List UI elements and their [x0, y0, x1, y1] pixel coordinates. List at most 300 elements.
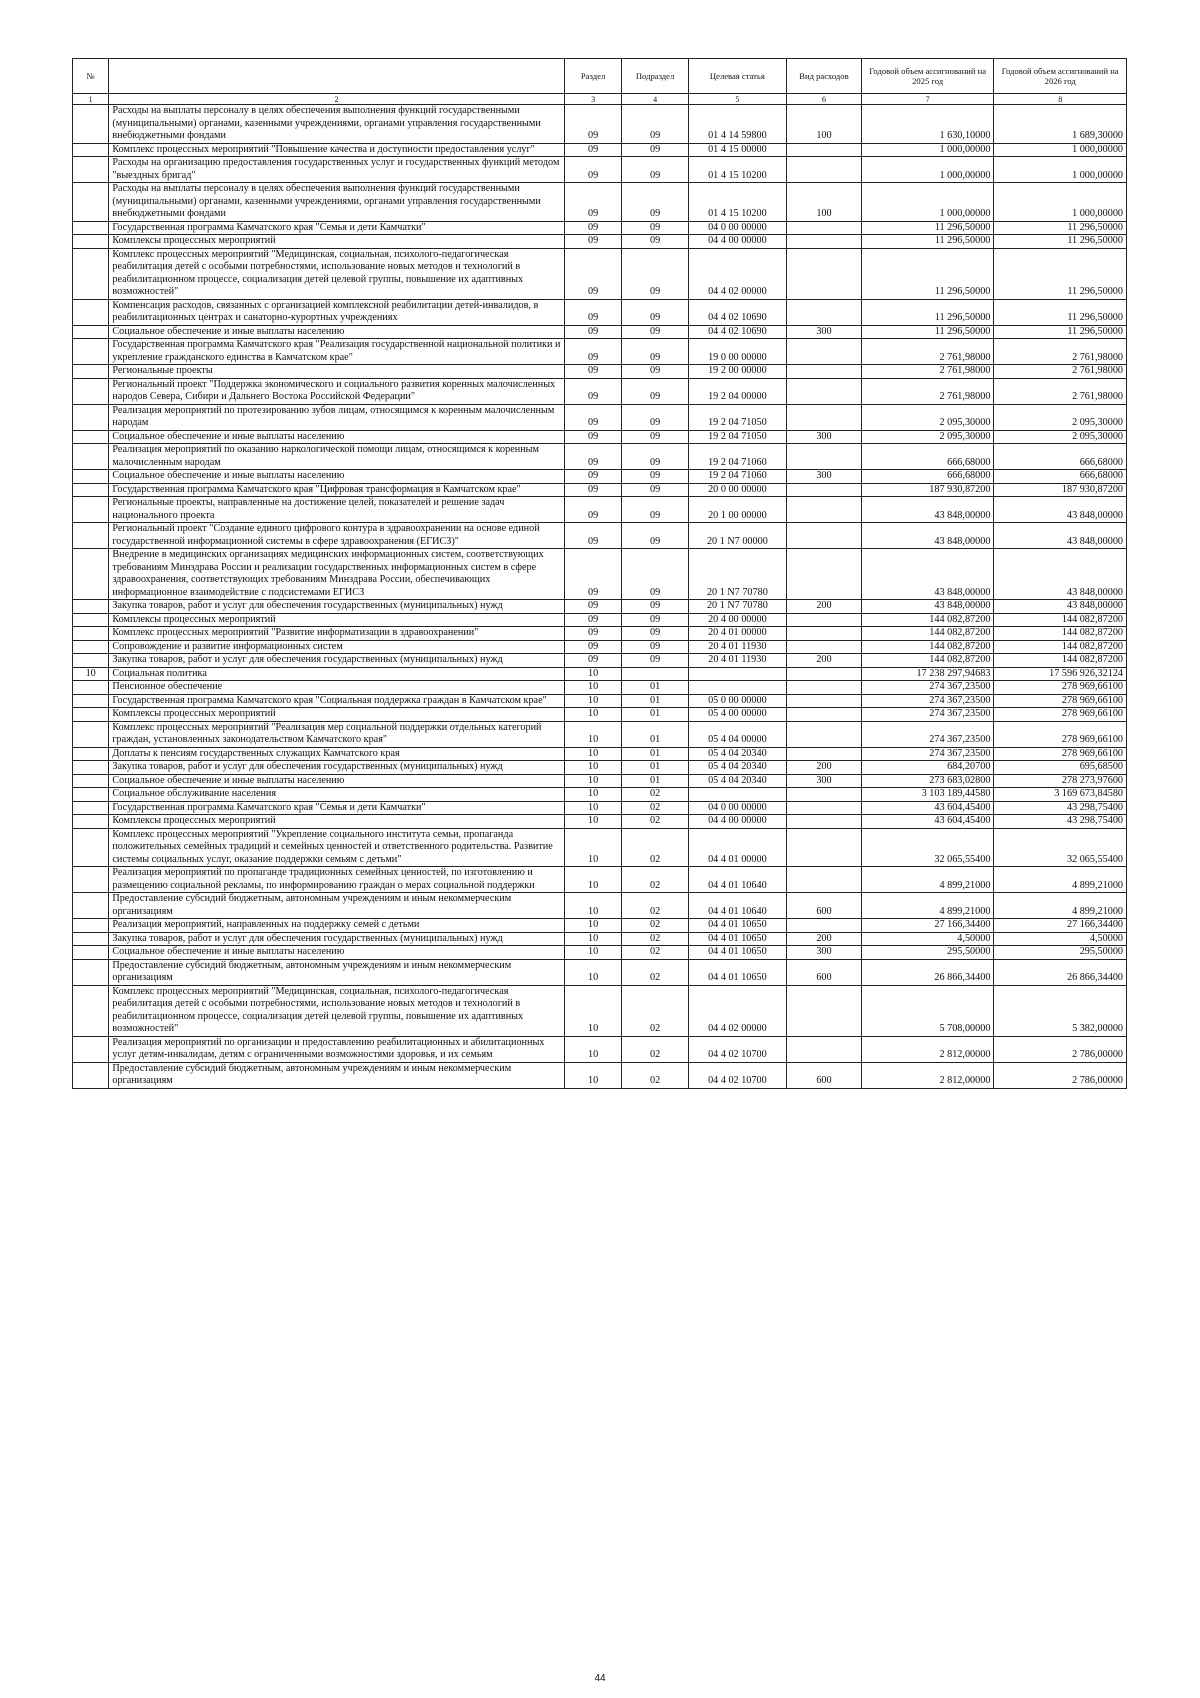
row-volume-2026: 666,68000	[994, 470, 1127, 484]
table-row	[73, 681, 1127, 695]
row-number	[73, 483, 109, 497]
row-razdel: 09	[564, 640, 622, 654]
row-number	[73, 801, 109, 815]
row-expense-type	[787, 681, 862, 695]
row-volume-2026: 1 689,30000	[994, 105, 1127, 144]
row-volume-2025: 1 000,00000	[861, 183, 994, 222]
row-number	[73, 1036, 109, 1062]
table-row	[73, 221, 1127, 235]
row-name: Государственная программа Камчатского края "Семья и дети Камчатки"	[109, 221, 564, 235]
row-expense-type: 300	[787, 774, 862, 788]
header-razdel: Раздел	[564, 59, 622, 94]
row-target-article: 04 0 00 00000	[688, 801, 786, 815]
row-volume-2026: 43 298,75400	[994, 801, 1127, 815]
row-name: Компенсация расходов, связанных с организацией комплексной реабилитации детей-инвалидов, в реабилитационных центрах и санаторно-курортных учреждениях	[109, 299, 564, 325]
row-number	[73, 248, 109, 299]
row-volume-2026: 144 082,87200	[994, 640, 1127, 654]
row-number	[73, 721, 109, 747]
row-target-article: 04 4 02 10690	[688, 325, 786, 339]
row-volume-2026: 11 296,50000	[994, 221, 1127, 235]
row-razdel: 10	[564, 708, 622, 722]
row-razdel: 09	[564, 365, 622, 379]
row-number	[73, 919, 109, 933]
row-expense-type: 300	[787, 470, 862, 484]
row-name: Комплекс процессных мероприятий "Медицинская, социальная, психолого-педагогическая реабилитация детей с особыми потребностями, использование новых методов и технологий в реабилитационном процессе, социализация детей целевой группы, повышение их адаптивных возможностей"	[109, 248, 564, 299]
row-number	[73, 761, 109, 775]
row-razdel: 10	[564, 867, 622, 893]
row-razdel: 10	[564, 1036, 622, 1062]
row-razdel: 09	[564, 600, 622, 614]
row-volume-2025: 684,20700	[861, 761, 994, 775]
row-razdel: 09	[564, 470, 622, 484]
row-razdel: 10	[564, 801, 622, 815]
row-number	[73, 497, 109, 523]
row-expense-type: 100	[787, 183, 862, 222]
table-row	[73, 747, 1127, 761]
row-name: Предоставление субсидий бюджетным, автономным учреждениям и иным некоммерческим организациям	[109, 959, 564, 985]
budget-allocation-table	[72, 58, 1127, 1089]
table-row	[73, 828, 1127, 867]
row-volume-2025: 1 000,00000	[861, 143, 994, 157]
row-podrazdel: 02	[622, 893, 688, 919]
row-razdel: 09	[564, 549, 622, 600]
row-razdel: 09	[564, 339, 622, 365]
row-expense-type	[787, 985, 862, 1036]
table-row	[73, 893, 1127, 919]
row-target-article: 04 4 01 10640	[688, 893, 786, 919]
row-volume-2025: 43 848,00000	[861, 523, 994, 549]
row-razdel: 10	[564, 788, 622, 802]
row-volume-2026: 144 082,87200	[994, 627, 1127, 641]
row-podrazdel: 09	[622, 325, 688, 339]
table-row	[73, 523, 1127, 549]
row-razdel: 10	[564, 1062, 622, 1088]
table-row	[73, 774, 1127, 788]
row-expense-type	[787, 143, 862, 157]
row-volume-2025: 274 367,23500	[861, 681, 994, 695]
row-number	[73, 430, 109, 444]
table-row	[73, 157, 1127, 183]
row-name: Закупка товаров, работ и услуг для обеспечения государственных (муниципальных) нужд	[109, 600, 564, 614]
table-row	[73, 325, 1127, 339]
row-number	[73, 157, 109, 183]
row-podrazdel: 01	[622, 747, 688, 761]
row-razdel: 09	[564, 157, 622, 183]
row-name: Закупка товаров, работ и услуг для обеспечения государственных (муниципальных) нужд	[109, 654, 564, 668]
row-number	[73, 549, 109, 600]
row-volume-2025: 4,50000	[861, 932, 994, 946]
row-volume-2025: 2 812,00000	[861, 1062, 994, 1088]
row-podrazdel: 09	[622, 221, 688, 235]
row-volume-2025: 2 761,98000	[861, 378, 994, 404]
row-number	[73, 339, 109, 365]
row-podrazdel: 09	[622, 339, 688, 365]
row-volume-2026: 187 930,87200	[994, 483, 1127, 497]
row-razdel: 09	[564, 444, 622, 470]
row-name: Государственная программа Камчатского края "Семья и дети Камчатки"	[109, 801, 564, 815]
row-expense-type	[787, 365, 862, 379]
row-volume-2025: 2 761,98000	[861, 339, 994, 365]
row-podrazdel: 09	[622, 600, 688, 614]
row-volume-2025: 274 367,23500	[861, 721, 994, 747]
row-podrazdel: 09	[622, 523, 688, 549]
row-number	[73, 747, 109, 761]
row-target-article: 19 0 00 00000	[688, 339, 786, 365]
page-number: 44	[594, 1673, 606, 1684]
row-name: Реализация мероприятий по протезированию зубов лицам, относящимся к коренным малочисленным народам	[109, 404, 564, 430]
row-podrazdel: 09	[622, 235, 688, 249]
row-volume-2026: 4,50000	[994, 932, 1127, 946]
table-row	[73, 1062, 1127, 1088]
row-podrazdel: 09	[622, 404, 688, 430]
row-razdel: 09	[564, 248, 622, 299]
row-volume-2025: 2 812,00000	[861, 1036, 994, 1062]
row-podrazdel: 01	[622, 761, 688, 775]
row-number	[73, 774, 109, 788]
row-volume-2025: 2 095,30000	[861, 430, 994, 444]
table-row	[73, 932, 1127, 946]
row-podrazdel: 01	[622, 708, 688, 722]
row-expense-type	[787, 747, 862, 761]
row-number	[73, 694, 109, 708]
row-number	[73, 235, 109, 249]
row-name: Расходы на выплаты персоналу в целях обеспечения выполнения функций государственными (муниципальными) органами, казенными учреждениями, органами управления государственными внебюджетными фондами	[109, 183, 564, 222]
row-razdel: 09	[564, 483, 622, 497]
row-name: Региональные проекты	[109, 365, 564, 379]
row-target-article: 04 4 00 00000	[688, 235, 786, 249]
row-volume-2025: 5 708,00000	[861, 985, 994, 1036]
row-name: Социальное обеспечение и иные выплаты населению	[109, 430, 564, 444]
table-row	[73, 721, 1127, 747]
row-volume-2025: 144 082,87200	[861, 654, 994, 668]
row-expense-type	[787, 523, 862, 549]
row-expense-type	[787, 444, 862, 470]
row-razdel: 09	[564, 143, 622, 157]
row-target-article: 20 1 N7 70780	[688, 549, 786, 600]
row-number	[73, 932, 109, 946]
row-razdel: 09	[564, 613, 622, 627]
row-volume-2025: 11 296,50000	[861, 299, 994, 325]
row-expense-type	[787, 640, 862, 654]
row-name: Социальное обеспечение и иные выплаты населению	[109, 325, 564, 339]
row-volume-2026: 2 095,30000	[994, 404, 1127, 430]
row-expense-type	[787, 299, 862, 325]
column-number: 1	[73, 94, 109, 105]
row-volume-2025: 1 000,00000	[861, 157, 994, 183]
row-target-article: 19 2 00 00000	[688, 365, 786, 379]
row-razdel: 09	[564, 325, 622, 339]
table-row	[73, 613, 1127, 627]
table-row	[73, 959, 1127, 985]
row-name: Комплекс процессных мероприятий "Реализация мер социальной поддержки отдельных категорий граждан, установленных законодательством Камчатского края"	[109, 721, 564, 747]
row-razdel: 10	[564, 815, 622, 829]
column-number: 8	[994, 94, 1127, 105]
row-name: Комплекс процессных мероприятий "Повышение качества и доступности предоставления услуг"	[109, 143, 564, 157]
row-number: 10	[73, 667, 109, 681]
row-volume-2026: 1 000,00000	[994, 183, 1127, 222]
table-row	[73, 235, 1127, 249]
table-row	[73, 430, 1127, 444]
column-number: 4	[622, 94, 688, 105]
row-razdel: 10	[564, 828, 622, 867]
row-name: Государственная программа Камчатского края "Социальная поддержка граждан в Камчатском крае"	[109, 694, 564, 708]
table-row	[73, 404, 1127, 430]
row-expense-type	[787, 788, 862, 802]
row-volume-2026: 144 082,87200	[994, 613, 1127, 627]
row-number	[73, 183, 109, 222]
row-volume-2025: 43 604,45400	[861, 801, 994, 815]
row-name: Государственная программа Камчатского края "Цифровая трансформация в Камчатском крае"	[109, 483, 564, 497]
row-name: Комплексы процессных мероприятий	[109, 613, 564, 627]
table-row	[73, 339, 1127, 365]
row-expense-type	[787, 613, 862, 627]
column-number: 7	[861, 94, 994, 105]
table-row	[73, 627, 1127, 641]
row-number	[73, 444, 109, 470]
row-name: Региональные проекты, направленные на достижение целей, показателей и решение задач национального проекта	[109, 497, 564, 523]
row-podrazdel: 01	[622, 694, 688, 708]
row-name: Региональный проект "Поддержка экономического и социального развития коренных малочисленных народов Севера, Сибири и Дальнего Востока Российской Федерации"	[109, 378, 564, 404]
row-podrazdel: 09	[622, 299, 688, 325]
row-volume-2026: 43 848,00000	[994, 600, 1127, 614]
row-volume-2025: 3 103 189,44580	[861, 788, 994, 802]
row-target-article: 20 1 N7 00000	[688, 523, 786, 549]
row-podrazdel: 01	[622, 774, 688, 788]
row-volume-2025: 43 848,00000	[861, 497, 994, 523]
row-volume-2026: 278 273,97600	[994, 774, 1127, 788]
row-name: Закупка товаров, работ и услуг для обеспечения государственных (муниципальных) нужд	[109, 761, 564, 775]
row-volume-2025: 666,68000	[861, 444, 994, 470]
row-name: Сопровождение и развитие информационных систем	[109, 640, 564, 654]
row-name: Государственная программа Камчатского края "Реализация государственной национальной политики и укрепление гражданского единства в Камчатском крае"	[109, 339, 564, 365]
table-row	[73, 946, 1127, 960]
row-podrazdel: 02	[622, 828, 688, 867]
row-name: Реализация мероприятий по организации и предоставлению реабилитационных и абилитационных услуг детям-инвалидам, детям с ограниченными возможностями здоровья, и их семьям	[109, 1036, 564, 1062]
table-row	[73, 694, 1127, 708]
row-target-article: 04 4 01 10650	[688, 946, 786, 960]
row-number	[73, 1062, 109, 1088]
row-expense-type	[787, 1036, 862, 1062]
row-volume-2025: 2 095,30000	[861, 404, 994, 430]
table-row	[73, 299, 1127, 325]
row-number	[73, 640, 109, 654]
row-razdel: 10	[564, 932, 622, 946]
row-name: Расходы на организацию предоставления государственных услуг и государственных функций методом "выездных бригад"	[109, 157, 564, 183]
row-expense-type: 200	[787, 654, 862, 668]
table-row	[73, 1036, 1127, 1062]
row-volume-2025: 274 367,23500	[861, 708, 994, 722]
row-name: Реализация мероприятий по пропаганде традиционных семейных ценностей, по изготовлению и размещению социальной рекламы, по информированию граждан о мерах социальной поддержки	[109, 867, 564, 893]
row-expense-type: 600	[787, 1062, 862, 1088]
row-podrazdel: 09	[622, 497, 688, 523]
row-name: Комплексы процессных мероприятий	[109, 815, 564, 829]
row-volume-2026: 2 761,98000	[994, 378, 1127, 404]
row-razdel: 09	[564, 221, 622, 235]
row-number	[73, 299, 109, 325]
row-number	[73, 365, 109, 379]
row-volume-2026: 4 899,21000	[994, 867, 1127, 893]
row-volume-2026: 11 296,50000	[994, 299, 1127, 325]
table-row	[73, 470, 1127, 484]
row-name: Закупка товаров, работ и услуг для обеспечения государственных (муниципальных) нужд	[109, 932, 564, 946]
row-volume-2025: 144 082,87200	[861, 627, 994, 641]
header-name	[109, 59, 564, 94]
table-row	[73, 867, 1127, 893]
row-number	[73, 470, 109, 484]
row-name: Социальное обеспечение и иные выплаты населению	[109, 946, 564, 960]
row-razdel: 09	[564, 523, 622, 549]
budget-table-page	[72, 58, 1127, 1089]
row-number	[73, 959, 109, 985]
row-volume-2026: 295,50000	[994, 946, 1127, 960]
row-volume-2025: 32 065,55400	[861, 828, 994, 867]
row-target-article: 20 4 01 11930	[688, 654, 786, 668]
row-podrazdel: 09	[622, 640, 688, 654]
row-target-article: 01 4 15 10200	[688, 157, 786, 183]
row-name: Внедрение в медицинских организациях медицинских информационных систем, соответствующих требованиям Минздрава России и реализации государственных информационных систем в сфере здравоохранения, соответствующих требованиям Минздрава России, обеспечивающих информационное взаимодействие с подсистемами ЕГИСЗ	[109, 549, 564, 600]
row-razdel: 10	[564, 919, 622, 933]
row-volume-2025: 295,50000	[861, 946, 994, 960]
row-target-article: 20 0 00 00000	[688, 483, 786, 497]
table-row	[73, 761, 1127, 775]
row-expense-type	[787, 221, 862, 235]
row-volume-2026: 2 761,98000	[994, 365, 1127, 379]
row-razdel: 09	[564, 627, 622, 641]
row-podrazdel: 02	[622, 1062, 688, 1088]
row-name: Социальное обеспечение и иные выплаты населению	[109, 470, 564, 484]
row-number	[73, 985, 109, 1036]
header-podrazdel: Подраздел	[622, 59, 688, 94]
row-volume-2025: 11 296,50000	[861, 325, 994, 339]
row-number	[73, 325, 109, 339]
row-expense-type	[787, 378, 862, 404]
row-target-article: 04 4 02 00000	[688, 248, 786, 299]
row-target-article: 19 2 04 71060	[688, 444, 786, 470]
row-razdel: 09	[564, 299, 622, 325]
row-razdel: 10	[564, 774, 622, 788]
row-expense-type	[787, 235, 862, 249]
row-expense-type: 600	[787, 959, 862, 985]
row-razdel: 10	[564, 761, 622, 775]
table-row	[73, 815, 1127, 829]
row-podrazdel: 09	[622, 378, 688, 404]
row-razdel: 10	[564, 694, 622, 708]
row-volume-2026: 278 969,66100	[994, 694, 1127, 708]
table-row	[73, 483, 1127, 497]
row-volume-2025: 2 761,98000	[861, 365, 994, 379]
row-podrazdel: 02	[622, 788, 688, 802]
row-number	[73, 788, 109, 802]
row-expense-type	[787, 483, 862, 497]
row-podrazdel: 02	[622, 959, 688, 985]
row-volume-2026: 17 596 926,32124	[994, 667, 1127, 681]
row-volume-2025: 11 296,50000	[861, 248, 994, 299]
row-volume-2025: 273 683,02800	[861, 774, 994, 788]
table-row	[73, 183, 1127, 222]
row-name: Реализация мероприятий по оказанию наркологической помощи лицам, относящимся к коренным малочисленным народам	[109, 444, 564, 470]
row-name: Пенсионное обеспечение	[109, 681, 564, 695]
row-target-article: 01 4 15 00000	[688, 143, 786, 157]
table-row	[73, 788, 1127, 802]
row-razdel: 09	[564, 235, 622, 249]
row-podrazdel: 02	[622, 801, 688, 815]
row-razdel: 09	[564, 378, 622, 404]
row-expense-type	[787, 694, 862, 708]
row-number	[73, 946, 109, 960]
row-expense-type: 100	[787, 105, 862, 144]
row-target-article: 04 4 01 10650	[688, 932, 786, 946]
row-podrazdel: 09	[622, 430, 688, 444]
row-target-article: 04 4 01 10650	[688, 959, 786, 985]
table-row	[73, 919, 1127, 933]
table-row	[73, 444, 1127, 470]
row-name: Комплекс процессных мероприятий "Медицинская, социальная, психолого-педагогическая реабилитация детей с особыми потребностями, использование новых методов и технологий в реабилитационном процессе, социализация детей целевой группы, повышение их адаптивных возможностей"	[109, 985, 564, 1036]
row-volume-2026: 26 866,34400	[994, 959, 1127, 985]
table-row	[73, 105, 1127, 144]
table-row	[73, 654, 1127, 668]
column-number: 2	[109, 94, 564, 105]
row-name: Предоставление субсидий бюджетным, автономным учреждениям и иным некоммерческим организациям	[109, 893, 564, 919]
row-target-article: 04 4 01 00000	[688, 828, 786, 867]
column-number-row	[73, 94, 1127, 105]
row-volume-2026: 11 296,50000	[994, 248, 1127, 299]
row-volume-2026: 2 761,98000	[994, 339, 1127, 365]
row-expense-type	[787, 919, 862, 933]
row-volume-2026: 11 296,50000	[994, 325, 1127, 339]
row-target-article: 19 2 04 71050	[688, 430, 786, 444]
row-podrazdel: 09	[622, 143, 688, 157]
row-podrazdel: 02	[622, 815, 688, 829]
row-volume-2026: 2 786,00000	[994, 1036, 1127, 1062]
table-row	[73, 600, 1127, 614]
row-volume-2026: 32 065,55400	[994, 828, 1127, 867]
row-razdel: 09	[564, 497, 622, 523]
row-podrazdel: 01	[622, 721, 688, 747]
row-name: Комплекс процессных мероприятий "Укрепление социального института семьи, пропаганда положительных семейных традиций и семейных ценностей и ответственного родительства. Развитие системы социальных услуг, оказание поддержки семьям с детьми"	[109, 828, 564, 867]
row-expense-type: 200	[787, 761, 862, 775]
row-volume-2026: 2 095,30000	[994, 430, 1127, 444]
table-row	[73, 985, 1127, 1036]
row-razdel: 09	[564, 404, 622, 430]
row-razdel: 10	[564, 893, 622, 919]
row-number	[73, 815, 109, 829]
row-volume-2026: 278 969,66100	[994, 681, 1127, 695]
row-expense-type: 600	[787, 893, 862, 919]
row-target-article: 19 2 04 71050	[688, 404, 786, 430]
row-expense-type	[787, 815, 862, 829]
row-target-article: 04 0 00 00000	[688, 221, 786, 235]
row-number	[73, 105, 109, 144]
row-podrazdel: 02	[622, 946, 688, 960]
row-target-article: 04 4 02 00000	[688, 985, 786, 1036]
row-name: Региональный проект "Создание единого цифрового контура в здравоохранении на основе единой государственной информационной системы в сфере здравоохранения (ЕГИСЗ)"	[109, 523, 564, 549]
row-target-article: 20 1 N7 70780	[688, 600, 786, 614]
row-volume-2026: 144 082,87200	[994, 654, 1127, 668]
row-name: Комплексы процессных мероприятий	[109, 235, 564, 249]
row-razdel: 10	[564, 667, 622, 681]
row-volume-2025: 17 238 297,94683	[861, 667, 994, 681]
row-razdel: 09	[564, 105, 622, 144]
row-name: Реализация мероприятий, направленных на поддержку семей с детьми	[109, 919, 564, 933]
row-podrazdel: 02	[622, 919, 688, 933]
row-expense-type: 300	[787, 430, 862, 444]
row-razdel: 09	[564, 430, 622, 444]
row-volume-2026: 43 848,00000	[994, 549, 1127, 600]
row-target-article	[688, 788, 786, 802]
row-expense-type	[787, 404, 862, 430]
table-body	[73, 105, 1127, 1089]
row-volume-2025: 27 166,34400	[861, 919, 994, 933]
